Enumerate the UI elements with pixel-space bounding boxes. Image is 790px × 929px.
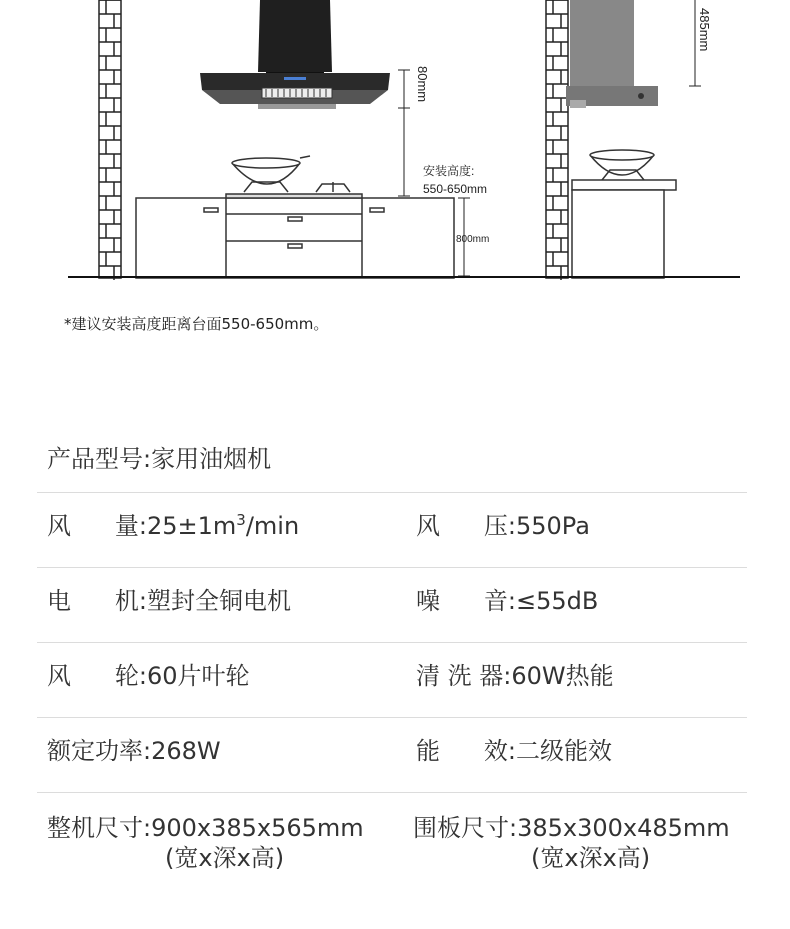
spec-table [37,430,747,893]
cleaner-value: 60W热能 [511,662,614,690]
hood-gap-label: 80mm [415,66,430,103]
side-cabinet [572,150,676,278]
spec-row-model [37,430,747,493]
noise-label-a: 噪 [416,587,440,615]
efficiency-label-a: 能 [416,737,440,765]
model-value: 家用油烟机 [151,445,272,473]
efficiency-value: 二级能效 [516,737,612,765]
motor-label-b: 机: [114,587,147,615]
machine-size-label: 整机尺寸: [47,814,152,842]
machine-size-value: 900x385x565mm [151,814,364,842]
stove-and-wok [232,156,350,192]
right-brick-wall [546,0,568,280]
spec-row-airflow [37,493,747,568]
motor-value: 塑封全铜电机 [147,587,291,615]
range-hood-side [566,0,658,108]
spec-row-power [37,718,747,793]
machine-size-note: (宽x深x高) [165,844,285,872]
panel-size-note: (宽x深x高) [531,844,651,872]
counter-height-label: 800mm [456,234,490,245]
airflow-sup: 3 [236,511,246,529]
noise-value: ≤55dB [516,587,599,615]
wheel-label-a: 风 [47,662,71,690]
airflow-unit: /min [245,512,300,540]
cabinet-front [136,194,454,278]
pressure-label-b: 压: [483,512,516,540]
pressure-label-a: 风 [416,512,440,540]
cleaner-label: 清 洗 器: [416,662,512,690]
noise-label-b: 音: [483,587,516,615]
airflow-label-b: 量: [114,512,147,540]
spec-row-wheel [37,643,747,718]
pressure-value: 550Pa [516,512,590,540]
install-height-range: 550-650mm [423,182,488,196]
motor-label-a: 电 [47,587,71,615]
install-note: *建议安装高度距离台面550-650mm。 [64,315,329,333]
side-height-label: 485mm [697,8,712,52]
range-hood-front [200,0,390,109]
spec-row-size [37,793,747,893]
airflow-value: 25±1m [147,512,237,540]
spec-row-motor [37,568,747,643]
left-brick-wall [99,0,121,280]
wheel-label-b: 轮: [114,662,147,690]
airflow-label-a: 风 [47,512,71,540]
power-value: 268W [151,737,221,765]
efficiency-label-b: 效: [483,737,516,765]
panel-size-value: 385x300x485mm [517,814,730,842]
power-label: 额定功率: [47,737,152,765]
model-label: 产品型号: [47,445,152,473]
wheel-value: 60片叶轮 [147,662,250,690]
panel-size-label: 围板尺寸: [413,814,518,842]
installation-diagram [0,0,790,300]
install-height-label: 安装高度: [423,164,475,178]
